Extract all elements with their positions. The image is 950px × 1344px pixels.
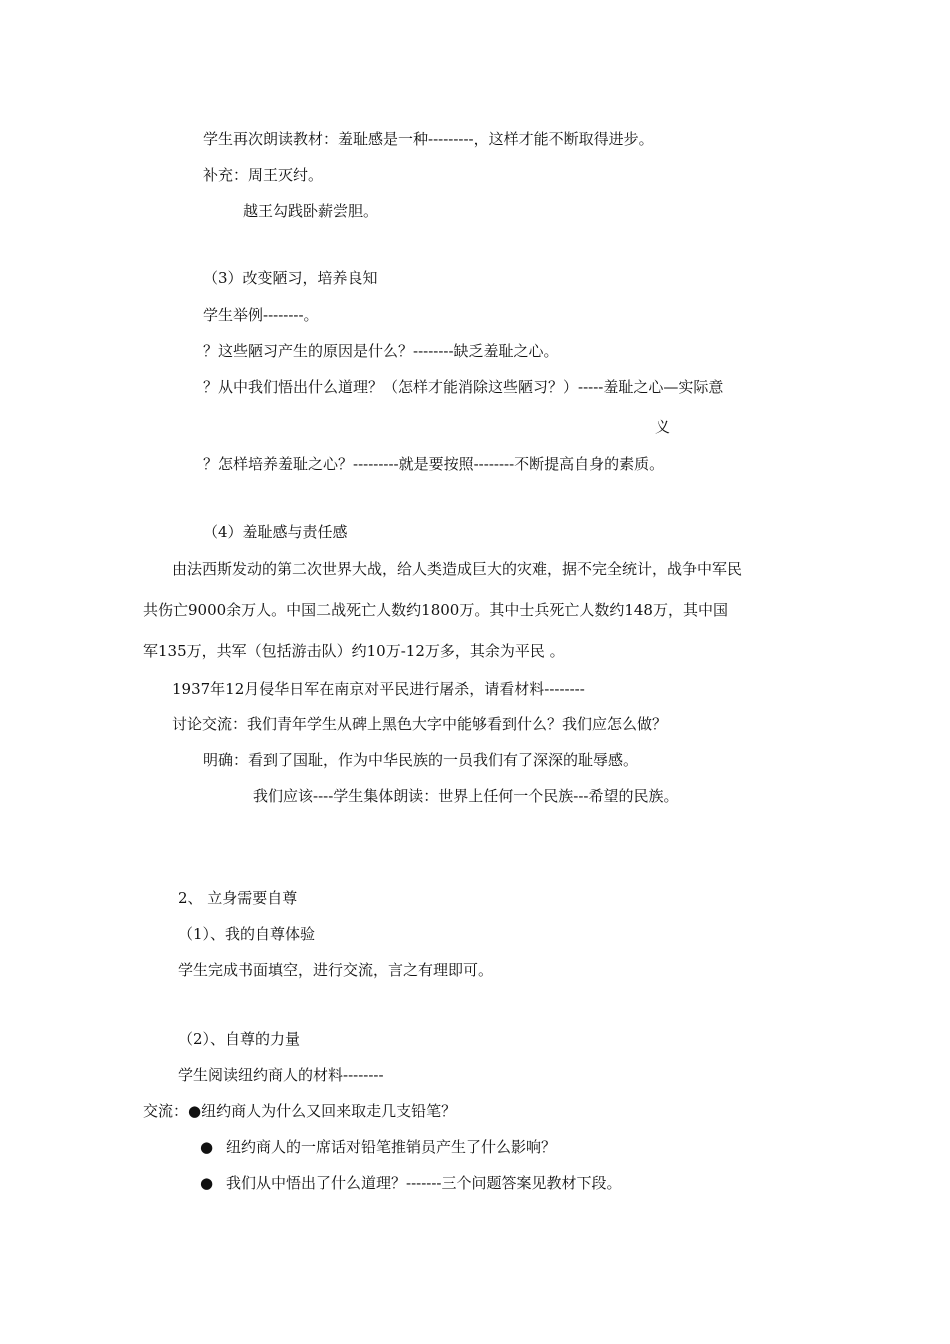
text-line: 由法西斯发动的第二次世界大战，给人类造成巨大的灾难，据不完全统计，战争中军民 <box>172 560 743 578</box>
text-line: 越王勾践卧薪尝胆。 <box>243 202 379 220</box>
list-item-text: 我们从中悟出了什么道理？-------三个问题答案见教材下段。 <box>226 1174 622 1192</box>
text-line: 补充：周王灭纣。 <box>203 166 324 184</box>
text-line: 学生举例--------。 <box>203 306 319 324</box>
text-line: 讨论交流：我们青年学生从碑上黑色大字中能够看到什么？我们应怎么做？ <box>172 715 668 733</box>
text-line: 共伤亡9000余万人。中国二战死亡人数约1800万。其中士兵死亡人数约148万，其中国 <box>143 601 728 619</box>
text-line: 我们应该----学生集体朗读：世界上任何一个民族---希望的民族。 <box>253 787 679 805</box>
text-line: ？怎样培养羞耻之心？---------就是要按照--------不断提高自身的素质。 <box>203 455 665 473</box>
text-line: 学生阅读纽约商人的材料-------- <box>178 1066 384 1084</box>
text-line: 明确：看到了国耻，作为中华民族的一员我们有了深深的耻辱感。 <box>203 751 639 769</box>
text-line: 1937年12月侵华日军在南京对平民进行屠杀，请看材料-------- <box>172 680 585 698</box>
text-line: ？从中我们悟出什么道理？（怎样才能消除这些陋习？）-----羞耻之心—实际意 <box>203 378 724 396</box>
text-line: ？这些陋习产生的原因是什么？--------缺乏羞耻之心。 <box>203 342 559 360</box>
section-heading: （4）羞耻感与责任感 <box>203 523 348 541</box>
section-heading: 2、 立身需要自尊 <box>178 889 298 907</box>
section-heading: （2）、自尊的力量 <box>178 1030 301 1048</box>
section-heading: （1）、我的自尊体验 <box>178 925 316 943</box>
text-line: 学生再次朗读教材：羞耻感是一种---------，这样才能不断取得进步。 <box>203 130 654 148</box>
list-item-text: 纽约商人的一席话对铅笔推销员产生了什么影响？ <box>226 1138 557 1156</box>
text-line: 交流：●纽约商人为什么又回来取走几支铅笔？ <box>143 1102 457 1120</box>
text-line: 学生完成书面填空，进行交流，言之有理即可。 <box>178 961 494 979</box>
bullet-icon: ● <box>200 1138 214 1156</box>
list-item <box>200 1137 556 1157</box>
text-line: 军135万，共军（包括游击队）约10万-12万多，其余为平民 。 <box>143 642 565 660</box>
bullet-icon: ● <box>200 1174 214 1192</box>
list-item <box>200 1173 621 1193</box>
text-line: 义 <box>655 418 671 436</box>
section-heading: （3）改变陋习，培养良知 <box>203 269 378 287</box>
